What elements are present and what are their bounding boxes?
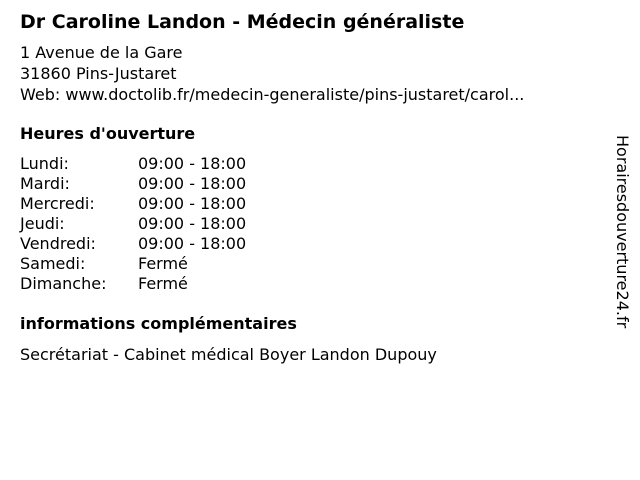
info-heading: informations complémentaires — [20, 314, 297, 333]
day-hours: 09:00 - 18:00 — [138, 154, 247, 173]
day-hours: Fermé — [138, 254, 188, 273]
day-hours: 09:00 - 18:00 — [138, 194, 247, 213]
day-hours: 09:00 - 18:00 — [138, 234, 247, 253]
day-hours: 09:00 - 18:00 — [138, 214, 247, 233]
day-hours: Fermé — [138, 274, 188, 293]
day-label: Dimanche: — [20, 274, 107, 293]
address-street: 1 Avenue de la Gare — [20, 43, 183, 62]
website-link[interactable]: Web: www.doctolib.fr/medecin-generaliste/pins-justaret/carol... — [20, 85, 525, 104]
info-text: Secrétariat - Cabinet médical Boyer Landon Dupouy — [20, 345, 437, 364]
address-city: 31860 Pins-Justaret — [20, 64, 177, 83]
day-label: Lundi: — [20, 154, 69, 173]
day-label: Samedi: — [20, 254, 86, 273]
day-label: Mardi: — [20, 174, 70, 193]
day-label: Jeudi: — [20, 214, 65, 233]
day-hours: 09:00 - 18:00 — [138, 174, 247, 193]
day-label: Mercredi: — [20, 194, 95, 213]
hours-heading: Heures d'ouverture — [20, 124, 196, 143]
page-title: Dr Caroline Landon - Médecin généraliste — [20, 11, 465, 33]
site-watermark: Horairesdouverture24.fr — [613, 135, 632, 329]
day-label: Vendredi: — [20, 234, 96, 253]
